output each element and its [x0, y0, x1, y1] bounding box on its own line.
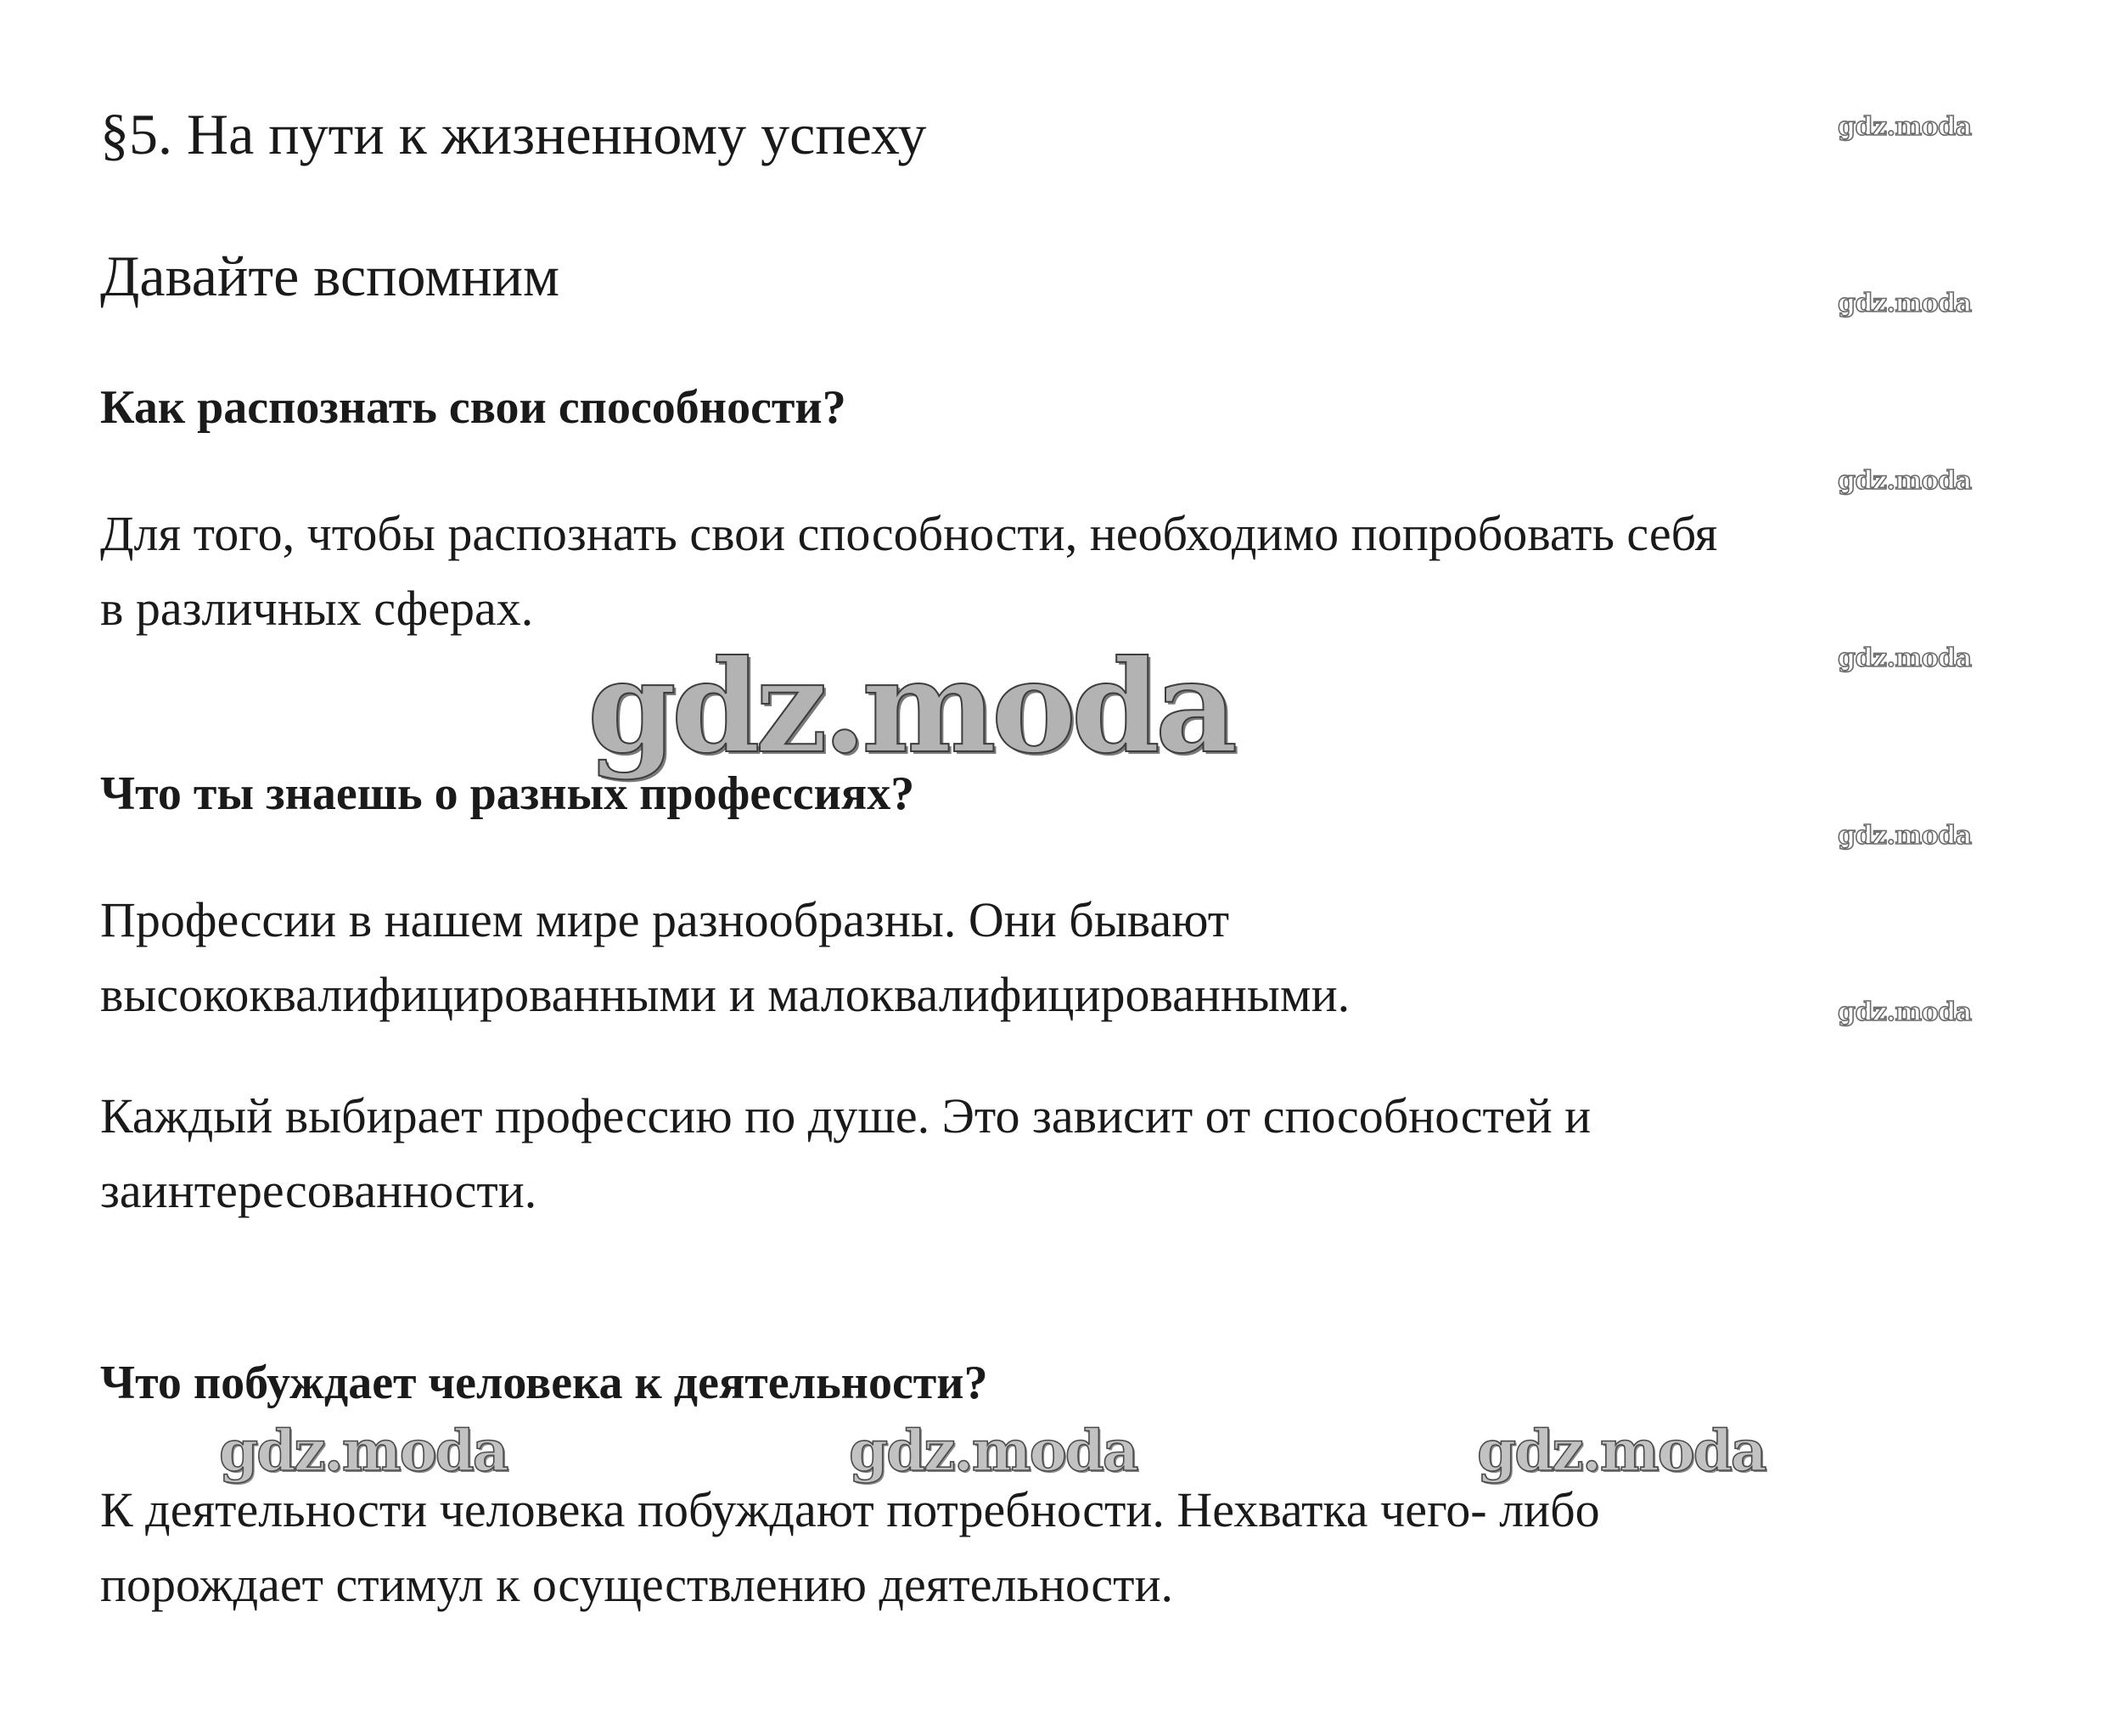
answer-line: заинтересованности. [100, 1163, 537, 1218]
watermark: gdz.moda [1838, 643, 1972, 673]
answer-paragraph [100, 1079, 1591, 1228]
answer-paragraph [100, 883, 1350, 1032]
watermark: gdz.moda [1838, 997, 1972, 1027]
page-title: §5. На пути к жизненному успеху [100, 102, 927, 166]
answer-line: Каждый выбирает профессию по душе. Это зависит от способностей и [100, 1088, 1592, 1143]
section-subtitle: Давайте вспомним [100, 244, 560, 308]
answer-line: Профессии в нашем мире разнообразны. Они бывают [100, 892, 1230, 947]
question-heading: Что ты знаешь о разных профессиях? [100, 767, 915, 820]
question-heading: Как распознать свои способности? [100, 381, 846, 434]
answer-paragraph [100, 497, 1717, 646]
answer-line: К деятельности человека побуждают потребности. Нехватка чего- либо [100, 1482, 1600, 1537]
question-heading: Что побуждает человека к деятельности? [100, 1357, 988, 1409]
watermark: gdz.moda [1838, 112, 1972, 142]
answer-paragraph [100, 1473, 1600, 1622]
watermark: gdz.moda [849, 1418, 1137, 1484]
watermark: gdz.moda [1838, 466, 1972, 496]
answer-line: в различных сферах. [100, 581, 534, 636]
answer-line: порождает стимул к осуществлению деятельности. [100, 1557, 1174, 1612]
watermark: gdz.moda [1838, 289, 1972, 318]
watermark: gdz.moda [1477, 1418, 1766, 1484]
watermark: gdz.moda [219, 1418, 508, 1484]
answer-line: Для того, чтобы распознать свои способности, необходимо попробовать себя [100, 506, 1718, 561]
watermark: gdz.moda [1838, 821, 1972, 851]
answer-line: высококвалифицированными и малоквалифицированными. [100, 967, 1351, 1022]
watermark: gdz.moda [587, 632, 1233, 782]
